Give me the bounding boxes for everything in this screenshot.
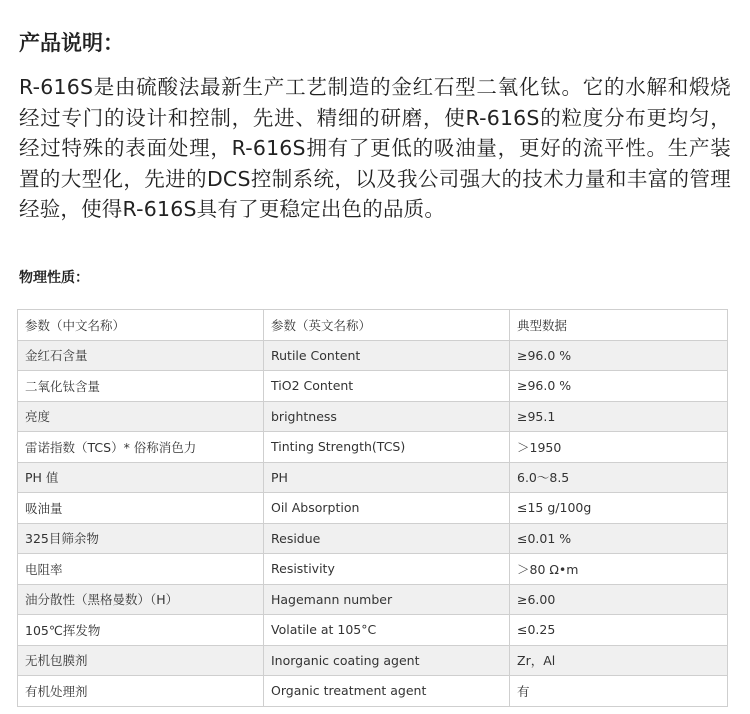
header-en-name: 参数（英文名称） — [264, 310, 510, 341]
param-value: ≤0.25 — [510, 615, 728, 646]
param-en-name: Resistivity — [264, 554, 510, 585]
table-row — [18, 645, 728, 676]
param-en-name: Rutile Content — [264, 340, 510, 371]
table-row — [18, 523, 728, 554]
table-row — [18, 584, 728, 615]
param-en-name: PH — [264, 462, 510, 493]
param-value: ＞1950 — [510, 432, 728, 463]
param-en-name: Inorganic coating agent — [264, 645, 510, 676]
table-row — [18, 371, 728, 402]
param-cn-name: 电阻率 — [18, 554, 264, 585]
param-en-name: Oil Absorption — [264, 493, 510, 524]
param-en-name: Hagemann number — [264, 584, 510, 615]
param-en-name: brightness — [264, 401, 510, 432]
param-value: 6.0～8.5 — [510, 462, 728, 493]
param-cn-name: 二氧化钛含量 — [18, 371, 264, 402]
param-value: Zr，Al — [510, 645, 728, 676]
param-cn-name: 有机处理剂 — [18, 676, 264, 707]
param-value: ≥95.1 — [510, 401, 728, 432]
table-row — [18, 676, 728, 707]
param-value: ＞80 Ω•m — [510, 554, 728, 585]
param-value: ≥6.00 — [510, 584, 728, 615]
table-row — [18, 554, 728, 585]
table-row — [18, 493, 728, 524]
param-cn-name: PH 值 — [18, 462, 264, 493]
param-en-name: Volatile at 105°C — [264, 615, 510, 646]
table-row — [18, 401, 728, 432]
physical-properties-table — [17, 309, 728, 707]
product-description-text: R-616S是由硫酸法最新生产工艺制造的金红石型二氧化钛。它的水解和煅烧经过专门的设计和控制，先进、精细的研磨，使R-616S的粒度分布更均匀，经过特殊的表面处理，R-616S拥有了更低的吸油量，更好的流平性。生产装置的大型化，先进的DCS控制系统，以及我公司强大的技术力量和丰富的管理经验，使得R-616S具有了更稳定出色的品质。 — [19, 75, 731, 221]
param-value: ≥96.0 % — [510, 340, 728, 371]
param-en-name: Tinting Strength(TCS) — [264, 432, 510, 463]
param-cn-name: 雷诺指数（TCS）* 俗称消色力 — [18, 432, 264, 463]
param-en-name: TiO2 Content — [264, 371, 510, 402]
param-cn-name: 105℃挥发物 — [18, 615, 264, 646]
header-typical-value: 典型数据 — [510, 310, 728, 341]
product-description-heading: 产品说明： — [19, 31, 124, 55]
param-cn-name: 吸油量 — [18, 493, 264, 524]
param-value: 有 — [510, 676, 728, 707]
param-cn-name: 油分散性（黑格曼数）（H） — [18, 584, 264, 615]
param-en-name: Organic treatment agent — [264, 676, 510, 707]
table-row — [18, 615, 728, 646]
physical-properties-heading: 物理性质： — [19, 270, 89, 286]
param-value: ≤0.01 % — [510, 523, 728, 554]
header-cn-name: 参数（中文名称） — [18, 310, 264, 341]
table-row — [18, 432, 728, 463]
table-row — [18, 340, 728, 371]
param-cn-name: 金红石含量 — [18, 340, 264, 371]
param-value: ≤15 g/100g — [510, 493, 728, 524]
param-cn-name: 无机包膜剂 — [18, 645, 264, 676]
param-en-name: Residue — [264, 523, 510, 554]
param-cn-name: 亮度 — [18, 401, 264, 432]
param-cn-name: 325目筛余物 — [18, 523, 264, 554]
table-header-row — [18, 310, 728, 341]
table-row — [18, 462, 728, 493]
param-value: ≥96.0 % — [510, 371, 728, 402]
